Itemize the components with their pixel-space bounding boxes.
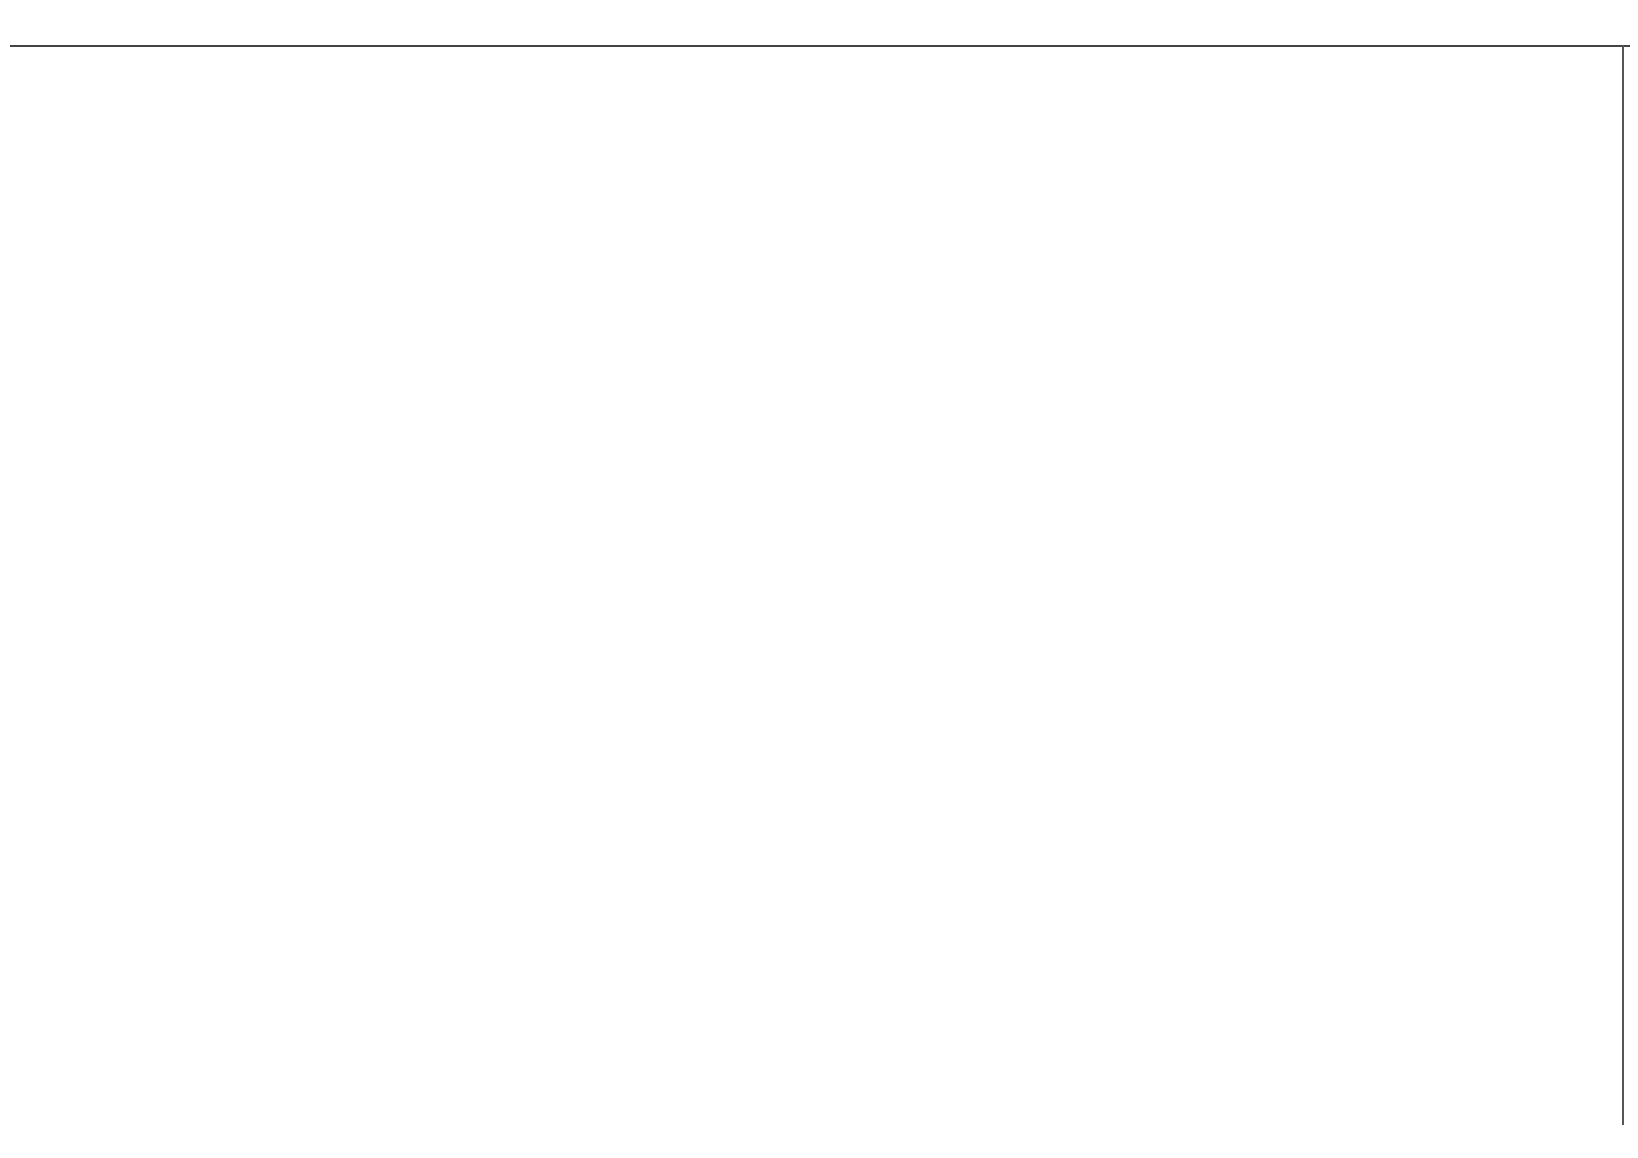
scan-edge-right (1622, 45, 1624, 1125)
scan-edge-top (10, 45, 1630, 47)
